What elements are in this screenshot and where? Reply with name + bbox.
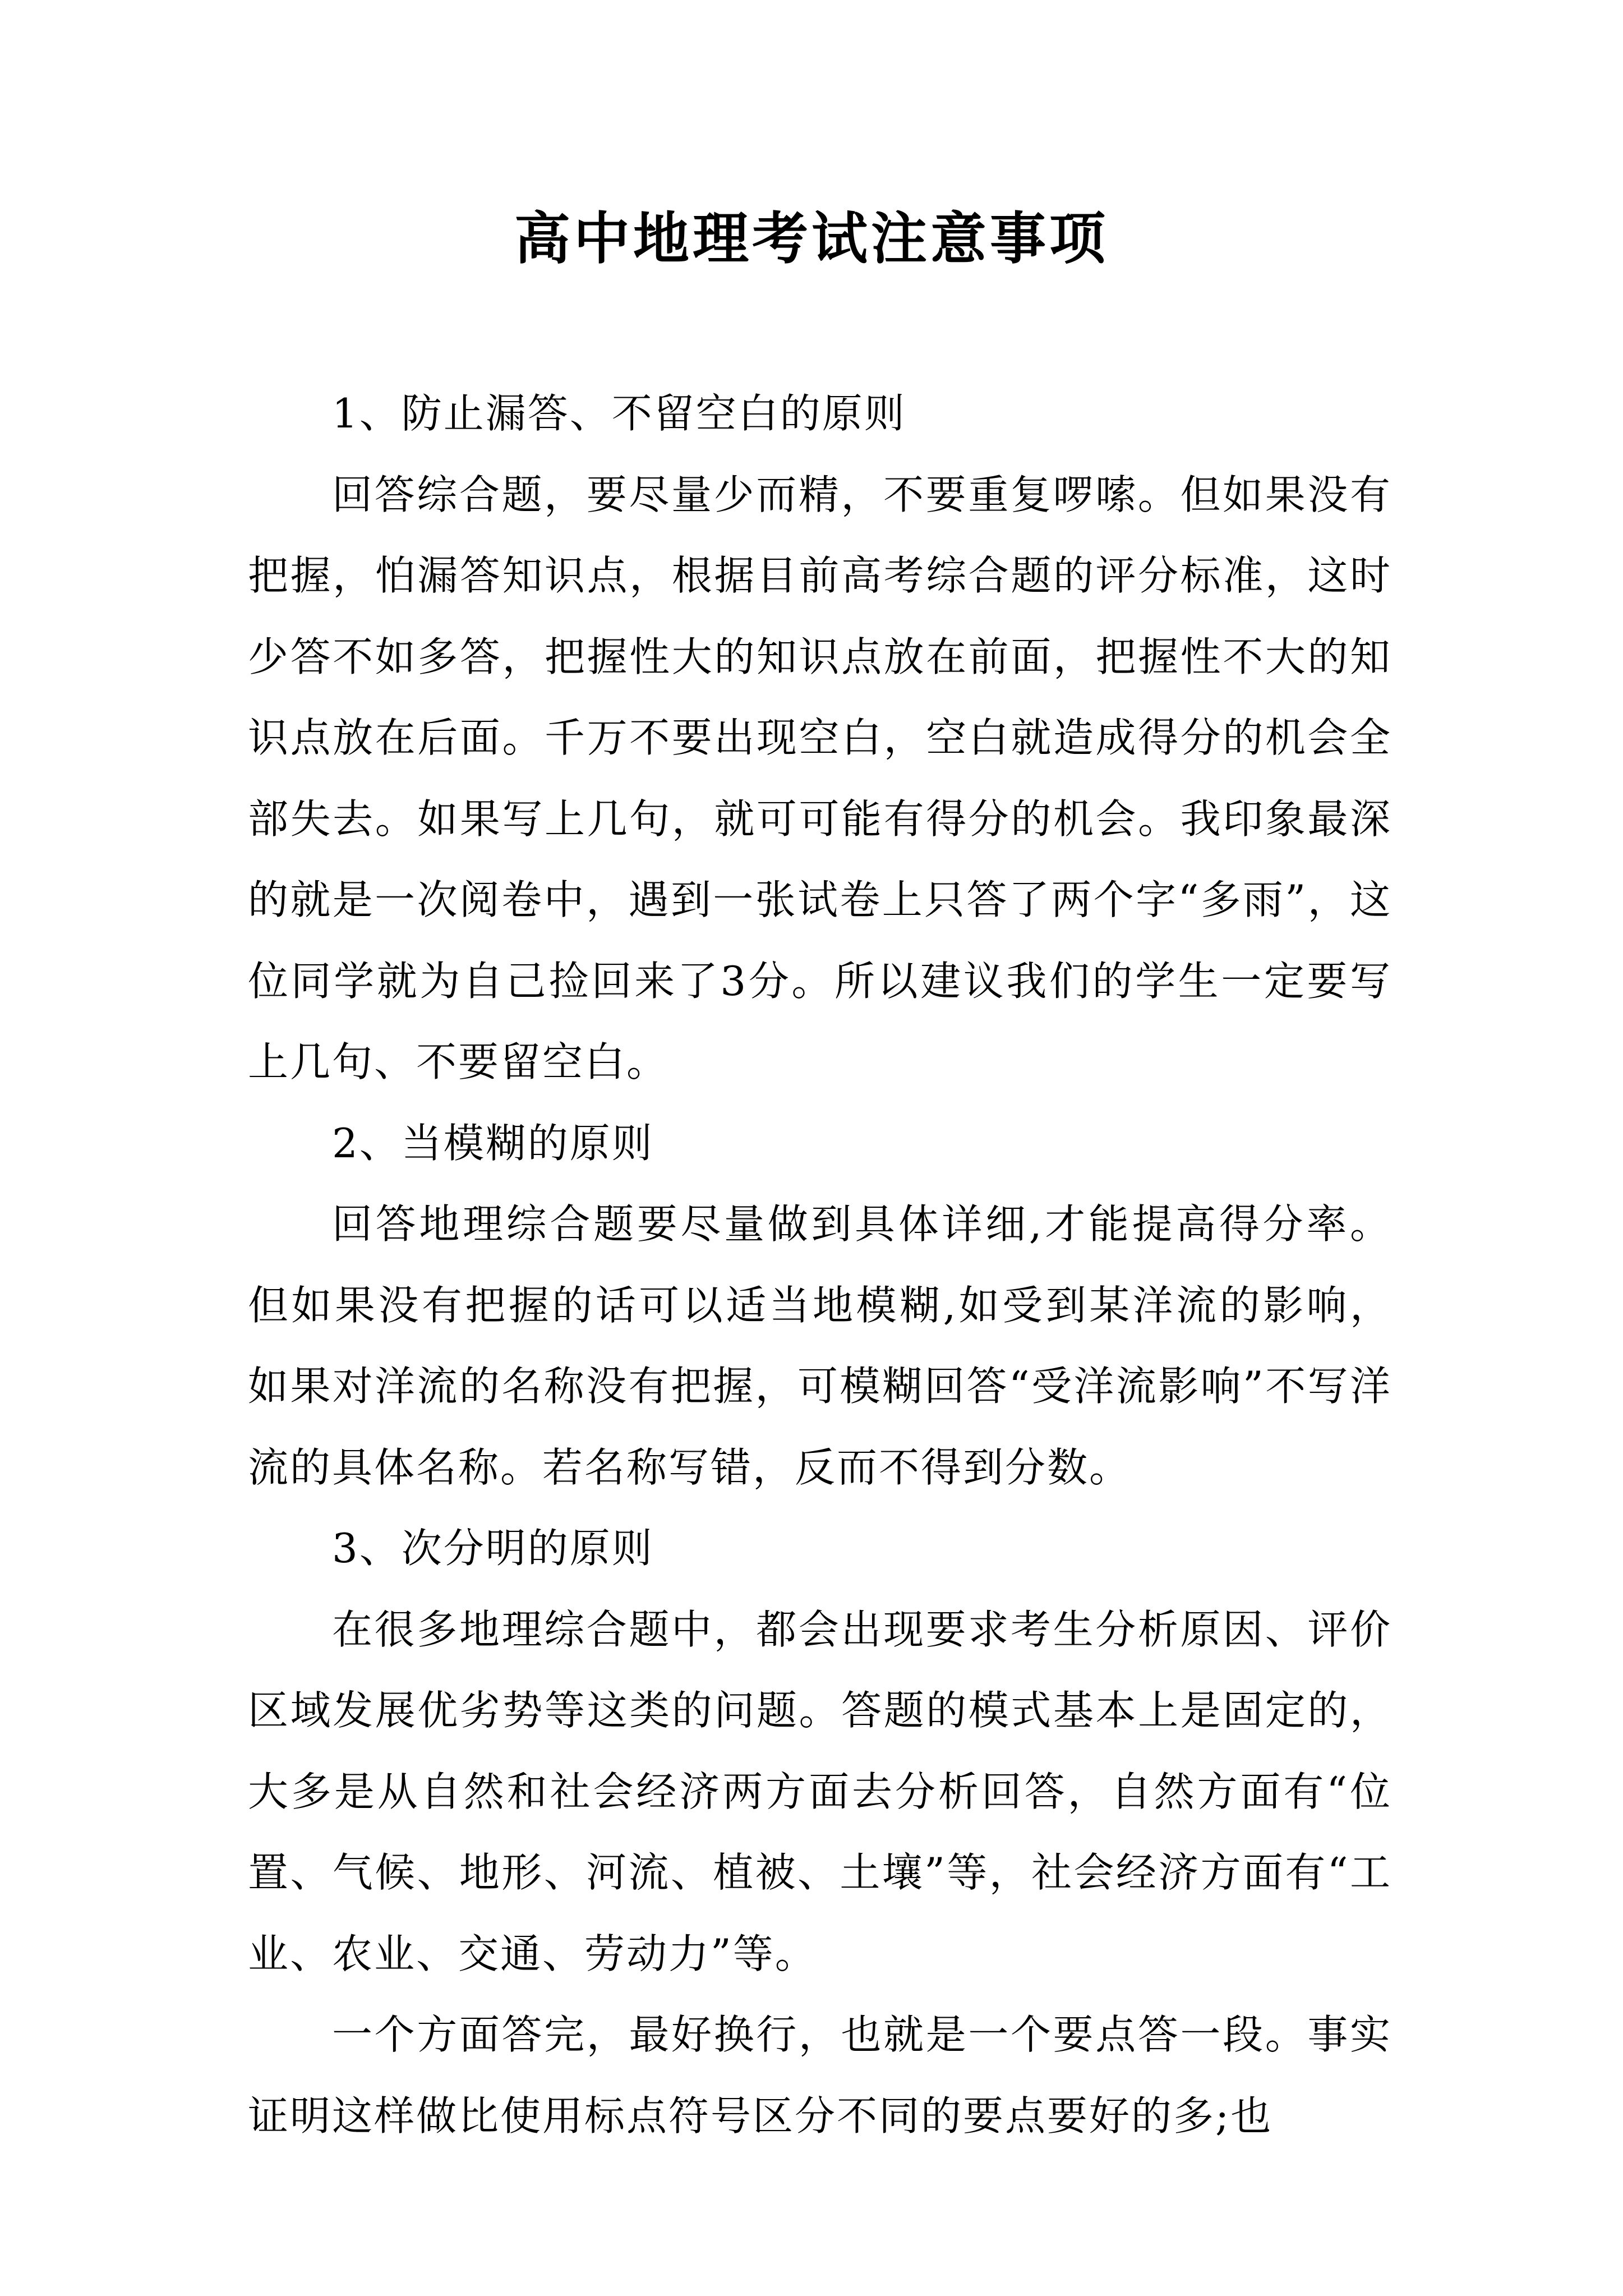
document-title: 高中地理考试注意事项 (514, 205, 1109, 272)
paragraph-4: 一个方面答完，最好换行，也就是一个要点答一段。事实证明这样做比使用标点符号区分不同的要点要好的多;也 (248, 2011, 1392, 2139)
section-heading-2: 2、当模糊的原则 (332, 1119, 654, 1167)
paragraph-2: 回答地理综合题要尽量做到具体详细,才能提高得分率。但如果没有把握的话可以适当地模糊,如受到某洋流的影响，如果对洋流的名称没有把握，可模糊回答“受洋流影响”不写洋流的具体名称。若名称写错，反而不得到分数。 (248, 1200, 1392, 1491)
section-heading-3: 3、次分明的原则 (332, 1525, 654, 1572)
section-heading-1: 1、防止漏答、不留空白的原则 (332, 390, 906, 437)
paragraph-1: 回答综合题，要尽量少而精，不要重复啰嗦。但如果没有把握，怕漏答知识点，根据目前高考综合题的评分标准，这时少答不如多答，把握性大的知识点放在前面，把握性不大的知识点放在后面。千万不要出现空白，空白就造成得分的机会全部失去。如果写上几句，就可可能有得分的机会。我印象最深的就是一次阅卷中，遇到一张试卷上只答了两个字“多雨”，这位同学就为自己捡回来了3分。所以建议我们的学生一定要写上几句、不要留空白。 (248, 471, 1392, 1085)
paragraph-3: 在很多地理综合题中，都会出现要求考生分析原因、评价区域发展优劣势等这类的问题。答题的模式基本上是固定的，大多是从自然和社会经济两方面去分析回答，自然方面有“位置、气候、地形、河流、植被、土壤”等，社会经济方面有“工业、农业、交通、劳动力”等。 (248, 1605, 1392, 1977)
document-body (248, 373, 1392, 2156)
